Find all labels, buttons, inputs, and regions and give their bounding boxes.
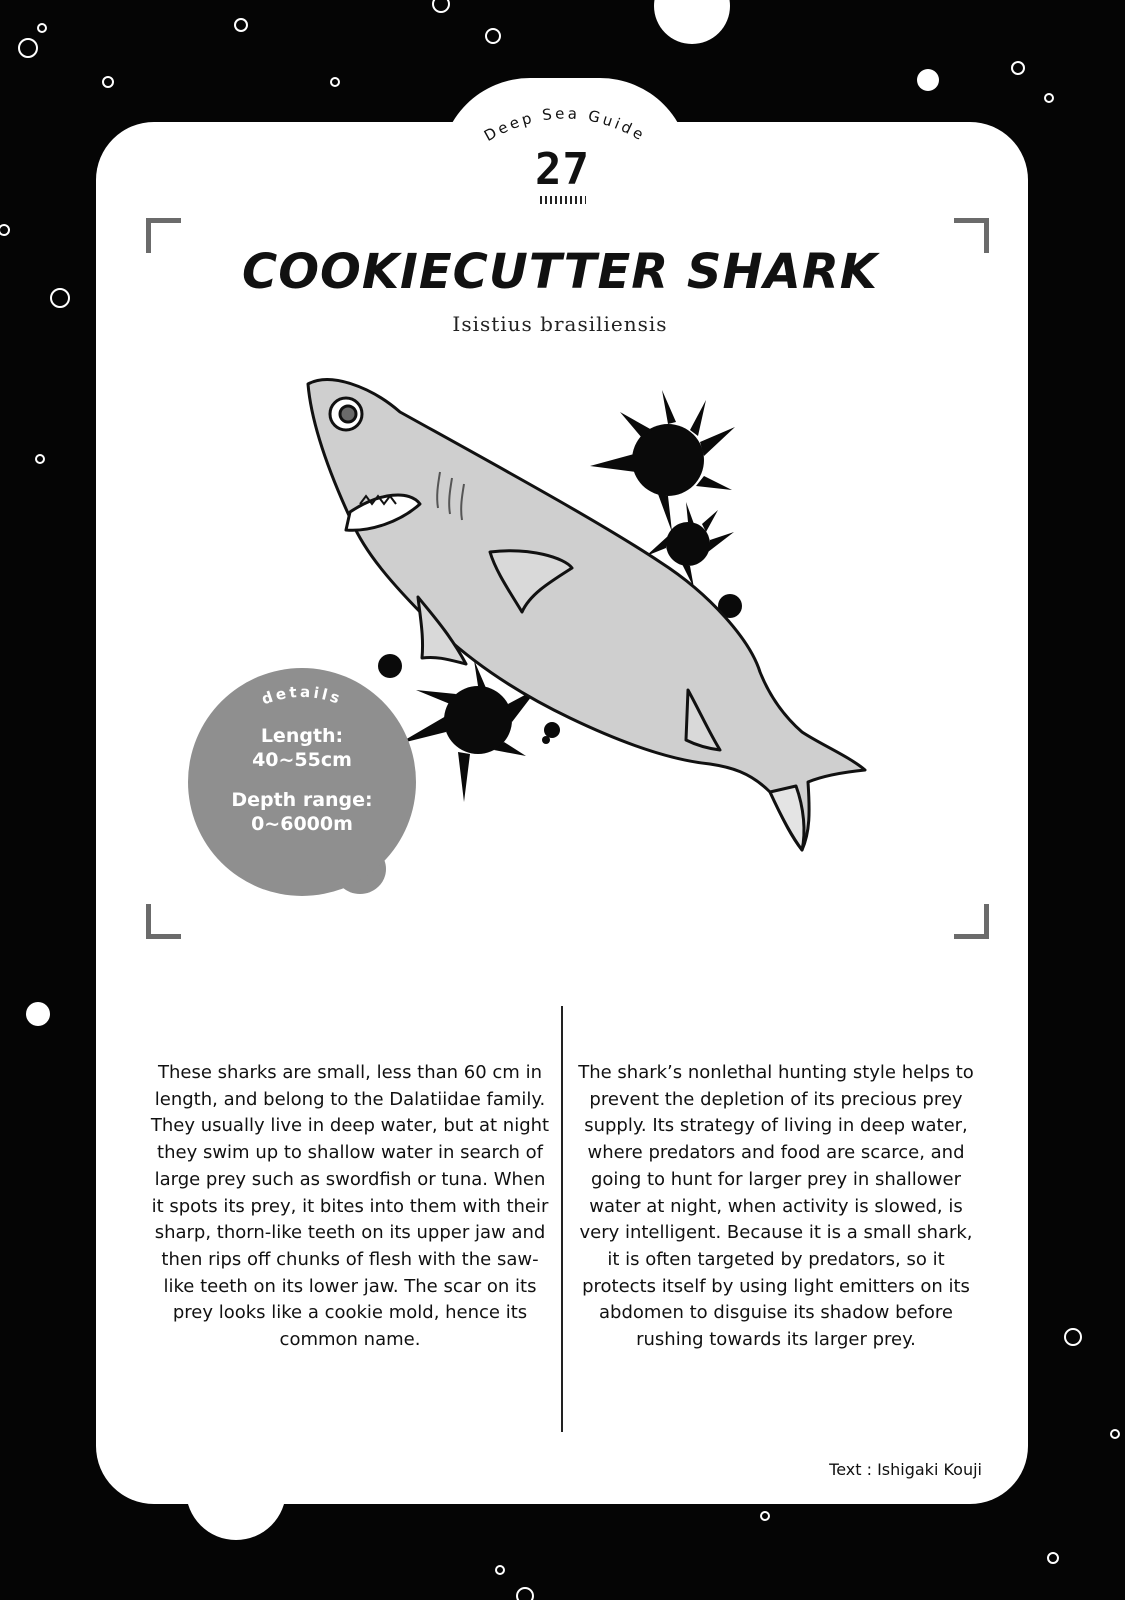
length-label: Length: (260, 725, 344, 747)
species-common-name: COOKIECUTTER SHARK (242, 244, 878, 300)
bubble-icon (331, 78, 339, 86)
bubble-icon (0, 225, 9, 235)
shark-eye (330, 398, 362, 430)
species-scientific-name: Isistius brasiliensis (452, 312, 668, 336)
bubble-icon (1048, 1553, 1058, 1563)
bubble-icon (1045, 94, 1053, 102)
bubble-icon (1012, 62, 1024, 74)
ink-splatter-icon (590, 390, 735, 532)
bubble-icon (486, 29, 500, 43)
bubble-icon (51, 289, 69, 307)
description-right: The shark’s nonlethal hunting style helps to prevent the depletion of its precious prey supply. Its strategy of living in deep water, where predators and food are scarce, and going to hunt for larger prey in shallower water at night, when activity is slowed, is very intelligent. Because it is a small shark, it is often targeted by predators, so it protects itself by using light emitters on its abdomen to disguise its shadow before rushing towards its larger prey. (578, 1062, 974, 1351)
bubble-icon (761, 1512, 769, 1520)
bubble-icon (1111, 1430, 1119, 1438)
guide-number-underline (540, 196, 586, 204)
frame-corner-bottom-right (954, 904, 989, 939)
frame-corner-top-right (954, 218, 989, 253)
bubble-icon (654, 0, 730, 44)
bubble-icon (917, 69, 939, 91)
bubble-icon (26, 1002, 50, 1026)
bubble-icon (19, 39, 37, 57)
guide-series-label (440, 92, 690, 152)
bubble-icon (1065, 1329, 1081, 1345)
guide-series-text: Deep Sea Guide (481, 104, 649, 146)
depth-value: 0~6000m (251, 813, 353, 835)
length-value: 40~55cm (252, 749, 352, 771)
frame-corner-bottom-left (146, 904, 181, 939)
svg-text:Deep Sea Guide (481, 104, 649, 145)
svg-text:details: details (259, 682, 345, 709)
bubble-icon (36, 455, 44, 463)
depth-label: Depth range: (231, 789, 373, 811)
bubble-icon (433, 0, 449, 12)
bubble-icon (235, 19, 247, 31)
details-badge (188, 668, 416, 896)
bubble-icon (496, 1566, 504, 1574)
text-credit: Text : Ishigaki Kouji (829, 1460, 982, 1479)
description-left: These sharks are small, less than 60 cm in length, and belong to the Dalatiidae family. They usually live in deep water, but at night they swim up to shallow water in search of large prey such as swordfish or tuna. When it spots its prey, it bites into them with their sharp, thorn-like teeth on its upper jaw and then rips off chunks of flesh with the saw-like teeth on its lower jaw. The scar on its prey looks like a cookie mold, hence its common name. (150, 1062, 550, 1351)
bubble-icon (38, 24, 46, 32)
bubble-icon (517, 1588, 533, 1600)
details-heading (188, 668, 416, 728)
bubble-icon (103, 77, 113, 87)
guide-number: 27 (535, 144, 590, 195)
frame-corner-top-left (146, 218, 181, 253)
column-divider (561, 1006, 563, 1432)
